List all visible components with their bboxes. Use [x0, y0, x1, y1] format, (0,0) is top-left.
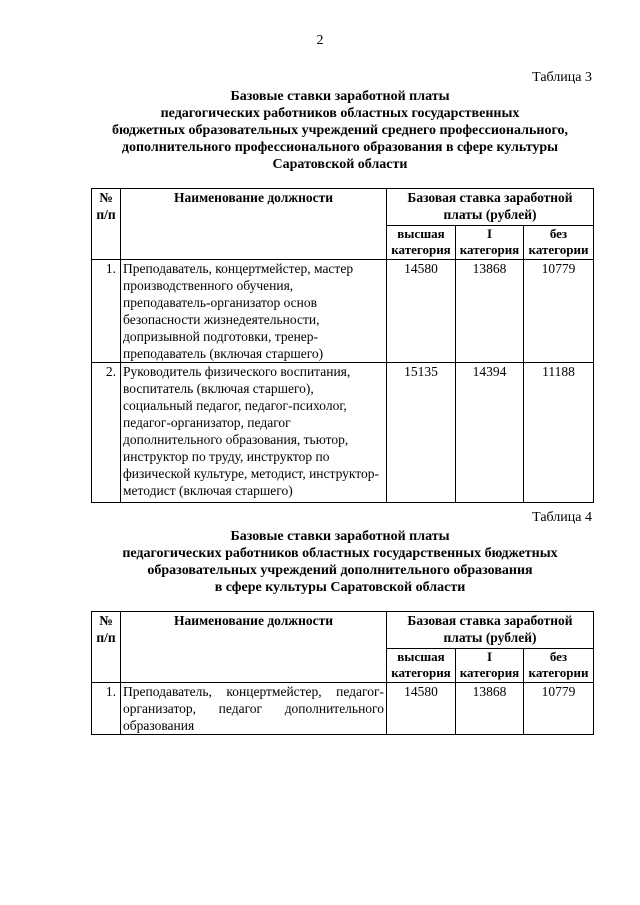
table3-label: Таблица 3 [532, 70, 592, 85]
row-num: 1. [92, 260, 121, 363]
row-num: 1. [92, 683, 121, 735]
table4-title-line: педагогических работников областных государственных бюджетных [122, 546, 558, 561]
rate-first: 14394 [456, 363, 524, 503]
row-position: Преподаватель, концертмейстер, мастер производственного обучения, преподаватель-организатор основ безопасности жизнедеятельности, допризывной подготовки, тренер-преподаватель (включая старшего) [121, 260, 387, 363]
row-position: Руководитель физического воспитания, воспитатель (включая старшего), социальный педагог, педагог-психолог, педагог-организатор, педагог дополнительного образования, тьютор, инструктор по труду, инструктор по физической культуре, методист, инструктор-методист (включая старшего) [121, 363, 387, 503]
rate-first: 13868 [456, 683, 524, 735]
table3-title-line: педагогических работников областных государственных [160, 106, 520, 121]
table3 [91, 188, 594, 503]
row-num: 2. [92, 363, 121, 503]
table3-title [60, 88, 620, 173]
page-number: 2 [316, 33, 324, 48]
col-header-position: Наименование должности [121, 612, 387, 683]
table4-title-line: Базовые ставки заработной платы [230, 529, 450, 544]
col-header-rate: Базовая ставка заработной платы (рублей) [387, 612, 594, 649]
col-header-none: без категории [524, 649, 594, 683]
table4-title-line: в сфере культуры Саратовской области [214, 580, 466, 595]
table-row [92, 363, 594, 503]
col-header-num: № п/п [92, 189, 121, 260]
table3-title-line: бюджетных образовательных учреждений среднего профессионального, [112, 123, 568, 138]
col-header-num: № п/п [92, 612, 121, 683]
table4 [91, 611, 594, 735]
table4-label: Таблица 4 [532, 510, 592, 525]
table-row [92, 260, 594, 363]
row-position: Преподаватель, концертмейстер, педагог-организатор, педагог дополнительного образования [121, 683, 387, 735]
col-header-first: I категория [456, 226, 524, 260]
table4-title-line: образовательных учреждений дополнительного образования [147, 563, 533, 578]
table3-title-line: Саратовской области [272, 157, 408, 172]
rate-none: 11188 [524, 363, 594, 503]
rate-none: 10779 [524, 683, 594, 735]
col-header-highest: высшая категория [387, 226, 456, 260]
col-header-position: Наименование должности [121, 189, 387, 260]
rate-highest: 14580 [387, 260, 456, 363]
table4-title [60, 528, 620, 596]
rate-highest: 14580 [387, 683, 456, 735]
table-row [92, 683, 594, 735]
rate-first: 13868 [456, 260, 524, 363]
rate-highest: 15135 [387, 363, 456, 503]
col-header-none: без категории [524, 226, 594, 260]
table3-title-line: Базовые ставки заработной платы [230, 89, 450, 104]
col-header-rate: Базовая ставка заработной платы (рублей) [387, 189, 594, 226]
table3-title-line: дополнительного профессионального образования в сфере культуры [121, 140, 559, 155]
rate-none: 10779 [524, 260, 594, 363]
col-header-highest: высшая категория [387, 649, 456, 683]
col-header-first: I категория [456, 649, 524, 683]
